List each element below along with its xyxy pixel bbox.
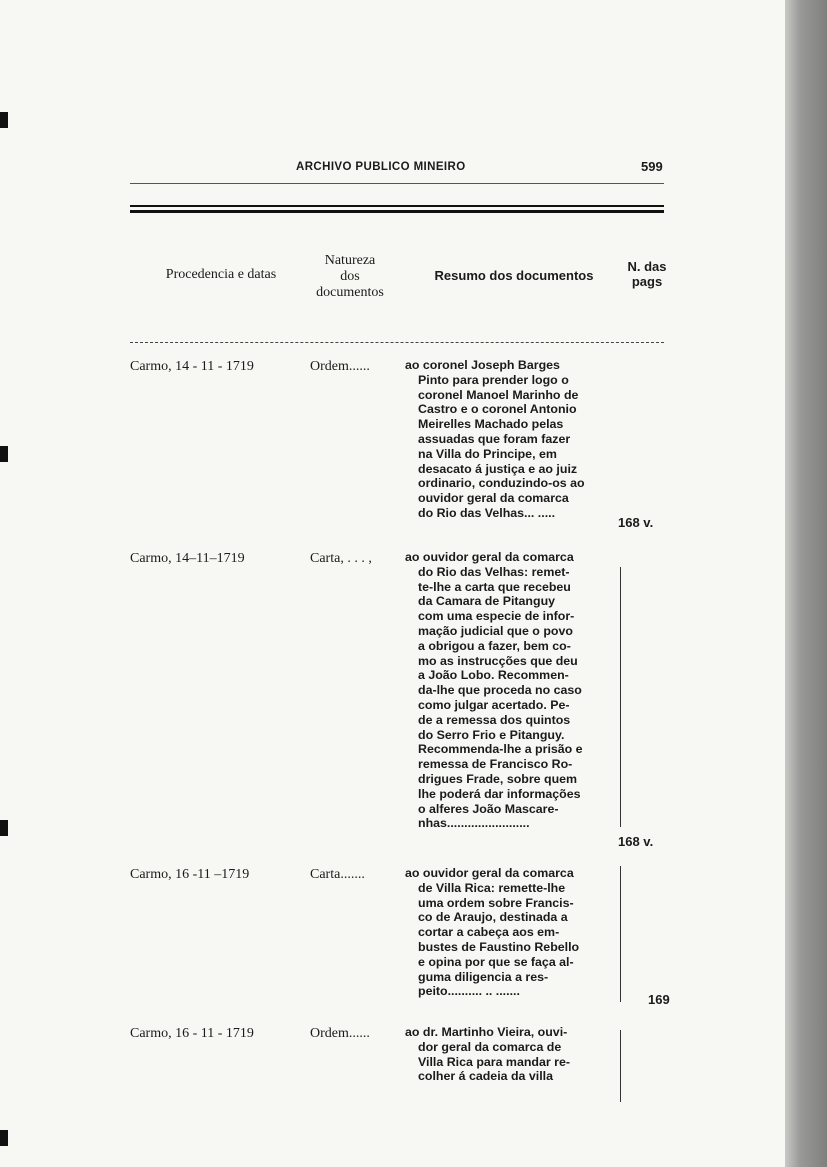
edge-mark	[0, 446, 8, 462]
page-number: 599	[641, 159, 663, 174]
header-divider	[130, 342, 664, 343]
column-header-origin: Procedencia e datas	[165, 267, 277, 282]
header-rule-thick	[130, 210, 664, 213]
entry-nature: Carta.......	[310, 867, 365, 882]
entry-origin: Carmo, 16 -11 –1719	[130, 867, 250, 882]
entry-summary: ao dr. Martinho Vieira, ouvi- dor geral da comarca de Villa Rica para mandar re- colher á cadeia da villa	[405, 1025, 570, 1084]
column-divider	[620, 1030, 621, 1102]
column-header-pages: N. das pags	[627, 259, 667, 289]
entry-origin: Carmo, 14–11–1719	[130, 551, 245, 566]
entry-pages: 168 v.	[618, 515, 654, 530]
entry-origin: Carmo, 16 - 11 - 1719	[130, 1026, 254, 1041]
entry-origin: Carmo, 14 - 11 - 1719	[130, 359, 254, 374]
column-header-nature: Natureza dos documentos	[316, 253, 384, 300]
entry-nature: Ordem......	[310, 1026, 370, 1041]
column-divider	[620, 567, 621, 827]
edge-mark	[0, 1130, 8, 1146]
edge-mark	[0, 820, 8, 836]
book-spine	[785, 0, 827, 1167]
entry-nature: Ordem......	[310, 359, 370, 374]
column-header-summary: Resumo dos documentos	[434, 268, 594, 283]
entry-nature: Carta, . . . ,	[310, 551, 372, 566]
entry-summary: ao ouvidor geral da comarca de Villa Rica: remette-lhe uma ordem sobre Francis- co de Araujo, destinada a cortar a cabeça aos em- bustes de Faustino Rebello e opina por que se faça al- guma diligencia a res- peito.......... .. .......	[405, 866, 580, 999]
entry-summary: ao ouvidor geral da comarca do Rio das Velhas: remet- te-lhe a carta que recebeu da Camara de Pitanguy com uma especie de infor- mação judicial que o povo a obrigou a fazer, bem co- mo as instrucções que deu a João Lobo. Recommen- da-lhe que proceda no caso como julgar acertado. Pe- de a remessa dos quintos do Serro Frio e Pitanguy. Recommenda-lhe a prisão e remessa de Francisco Ro- drigues Frade, sobre quem lhe poderá dar informações o alferes João Mascare- nhas........................	[405, 550, 583, 831]
edge-mark	[0, 112, 8, 128]
entry-summary: ao coronel Joseph Barges Pinto para prender logo o coronel Manoel Marinho de Castro e o coronel Antonio Meirelles Machado pelas assuadas que foram fazer na Villa do Principe, em desacato á justiça e ao juiz ordinario, conduzindo-os ao ouvidor geral da comarca do Rio das Velhas... .....	[405, 358, 585, 520]
running-title: ARCHIVO PUBLICO MINEIRO	[296, 161, 466, 173]
header-rule	[130, 205, 664, 207]
column-divider	[620, 866, 621, 1002]
header-rule-thin	[130, 183, 664, 184]
entry-pages: 168 v.	[618, 834, 654, 849]
entry-pages: 169	[648, 992, 670, 1007]
